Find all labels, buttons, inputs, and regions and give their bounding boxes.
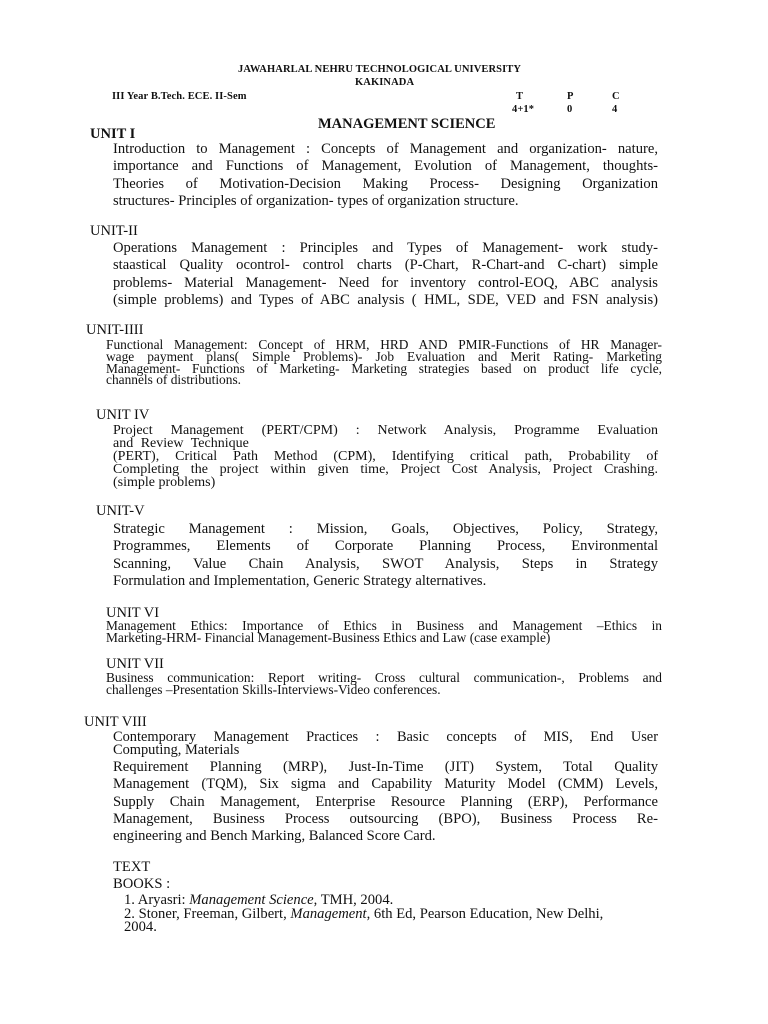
unit-8-line: Supply Chain Management, Enterprise Resource Planning (ERP), Performance bbox=[113, 793, 658, 810]
unit-8-line: engineering and Bench Marking, Balanced Score Card. bbox=[113, 828, 436, 845]
text-books-label-2: BOOKS : bbox=[113, 876, 171, 892]
col-p-value: 0 bbox=[567, 104, 573, 115]
col-t-label: T bbox=[516, 91, 524, 102]
unit-2-heading: UNIT-II bbox=[90, 223, 138, 239]
unit-2-line: Operations Management : Principles and Types of Management- work study- bbox=[113, 240, 658, 256]
unit-7-line: challenges –Presentation Skills-Interviews-Video conferences. bbox=[106, 681, 441, 697]
unit-8-intro bbox=[113, 731, 658, 757]
unit-6-heading: UNIT VI bbox=[106, 605, 160, 621]
unit-3-line: channels of distributions. bbox=[106, 372, 242, 388]
book-2-publisher: , 6th Ed, Pearson Education, New Delhi, bbox=[366, 906, 604, 922]
unit-4-line: (PERT), Critical Path Method (CPM), Identifying critical path, Probability of bbox=[113, 449, 658, 464]
col-c-label: C bbox=[612, 91, 620, 102]
unit-2-body bbox=[113, 240, 658, 309]
unit-3-line: Functional Management: Concept of HRM, HRD AND PMIR-Functions of HR Manager- bbox=[106, 337, 662, 352]
unit-1-line: importance and Functions of Management, Evolution of Management, thoughts- bbox=[113, 158, 658, 175]
unit-2-line: (simple problems) and Types of ABC analysis ( HML, SDE, VED and FSN analysis) bbox=[113, 291, 658, 308]
unit-4-line: and Review Technique bbox=[113, 436, 249, 451]
unit-3-body bbox=[106, 339, 662, 386]
unit-3-heading: UNIT-IIII bbox=[86, 322, 144, 338]
text-book-2-year: 2004. bbox=[124, 919, 157, 935]
unit-8-line: Contemporary Management Practices : Basic concepts of MIS, End User bbox=[113, 729, 658, 745]
unit-1-body bbox=[113, 141, 658, 210]
col-t-value: 4+1* bbox=[512, 104, 535, 115]
unit-8-body bbox=[113, 759, 658, 845]
unit-7-body bbox=[106, 672, 662, 696]
unit-8-line: Management, Business Process outsourcing (BPO), Business Process Re- bbox=[113, 810, 658, 827]
unit-1-heading: UNIT I bbox=[90, 126, 136, 142]
unit-1-line: Introduction to Management : Concepts of Management and organization- nature, bbox=[113, 141, 658, 157]
unit-7-line: Business communication: Report writing- Cross cultural communication-, Problems and bbox=[106, 670, 662, 685]
book-1-author: 1. Aryasri: bbox=[124, 892, 190, 908]
unit-3-line: Management- Functions of Marketing- Marketing strategies based on product life cycle, bbox=[106, 360, 662, 376]
book-1-title: Management Science bbox=[189, 892, 314, 908]
unit-4-heading: UNIT IV bbox=[96, 407, 150, 423]
unit-5-line: Strategic Management : Mission, Goals, Objectives, Policy, Strategy, bbox=[113, 521, 658, 537]
book-1-publisher: , TMH, 2004. bbox=[313, 892, 394, 908]
unit-6-body bbox=[106, 620, 662, 644]
unit-5-heading: UNIT-V bbox=[96, 503, 145, 519]
unit-2-line: staastical Quality ocontrol- control charts (P-Chart, R-Chart-and C-chart) simple bbox=[113, 257, 658, 274]
unit-4-line: Project Management (PERT/CPM) : Network Analysis, Programme Evaluation bbox=[113, 423, 658, 438]
year-semester: III Year B.Tech. ECE. II-Sem bbox=[112, 91, 247, 102]
unit-4-body bbox=[113, 424, 658, 489]
unit-3-line: wage payment plans( Simple Problems)- Job Evaluation and Merit Rating- Marketing bbox=[106, 348, 662, 364]
unit-6-line: Management Ethics: Importance of Ethics in Business and Management –Ethics in bbox=[106, 618, 662, 633]
unit-5-line: Scanning, Value Chain Analysis, SWOT Analysis, Steps in Strategy bbox=[113, 555, 658, 572]
unit-1-line: Theories of Motivation-Decision Making Process- Designing Organization bbox=[113, 175, 658, 192]
col-p-label: P bbox=[567, 91, 574, 102]
unit-5-line: Programmes, Elements of Corporate Planning Process, Environmental bbox=[113, 538, 658, 555]
col-c-value: 4 bbox=[612, 104, 618, 115]
unit-5-body bbox=[113, 521, 658, 590]
unit-8-line: Requirement Planning (MRP), Just-In-Time (JIT) System, Total Quality bbox=[113, 759, 658, 775]
unit-2-line: problems- Material Management- Need for inventory control-EOQ, ABC analysis bbox=[113, 274, 658, 291]
unit-8-heading: UNIT VIII bbox=[84, 714, 147, 730]
unit-5-line: Formulation and Implementation, Generic Strategy alternatives. bbox=[113, 572, 487, 589]
unit-8-line: Management (TQM), Six sigma and Capability Maturity Model (CMM) Levels, bbox=[113, 776, 658, 793]
unit-4-line: (simple problems) bbox=[113, 475, 216, 490]
book-2-authors: 2. Stoner, Freeman, Gilbert, bbox=[124, 906, 291, 922]
unit-4-line: Completing the project within given time, Project Cost Analysis, Project Crashing. bbox=[113, 462, 658, 477]
unit-8-line: Computing, Materials bbox=[113, 742, 240, 758]
university-name: JAWAHARLAL NEHRU TECHNOLOGICAL UNIVERSITY bbox=[238, 64, 522, 75]
course-title: MANAGEMENT SCIENCE bbox=[318, 116, 496, 132]
unit-1-line: structures- Principles of organization- types of organization structure. bbox=[113, 192, 519, 209]
book-2-title: Management bbox=[290, 906, 367, 922]
unit-6-line: Marketing-HRM- Financial Management-Business Ethics and Law (case example) bbox=[106, 629, 551, 645]
text-books-label-1: TEXT bbox=[113, 859, 151, 875]
text-book-2 bbox=[124, 906, 603, 923]
unit-7-heading: UNIT VII bbox=[106, 656, 164, 672]
university-city: KAKINADA bbox=[355, 77, 415, 88]
